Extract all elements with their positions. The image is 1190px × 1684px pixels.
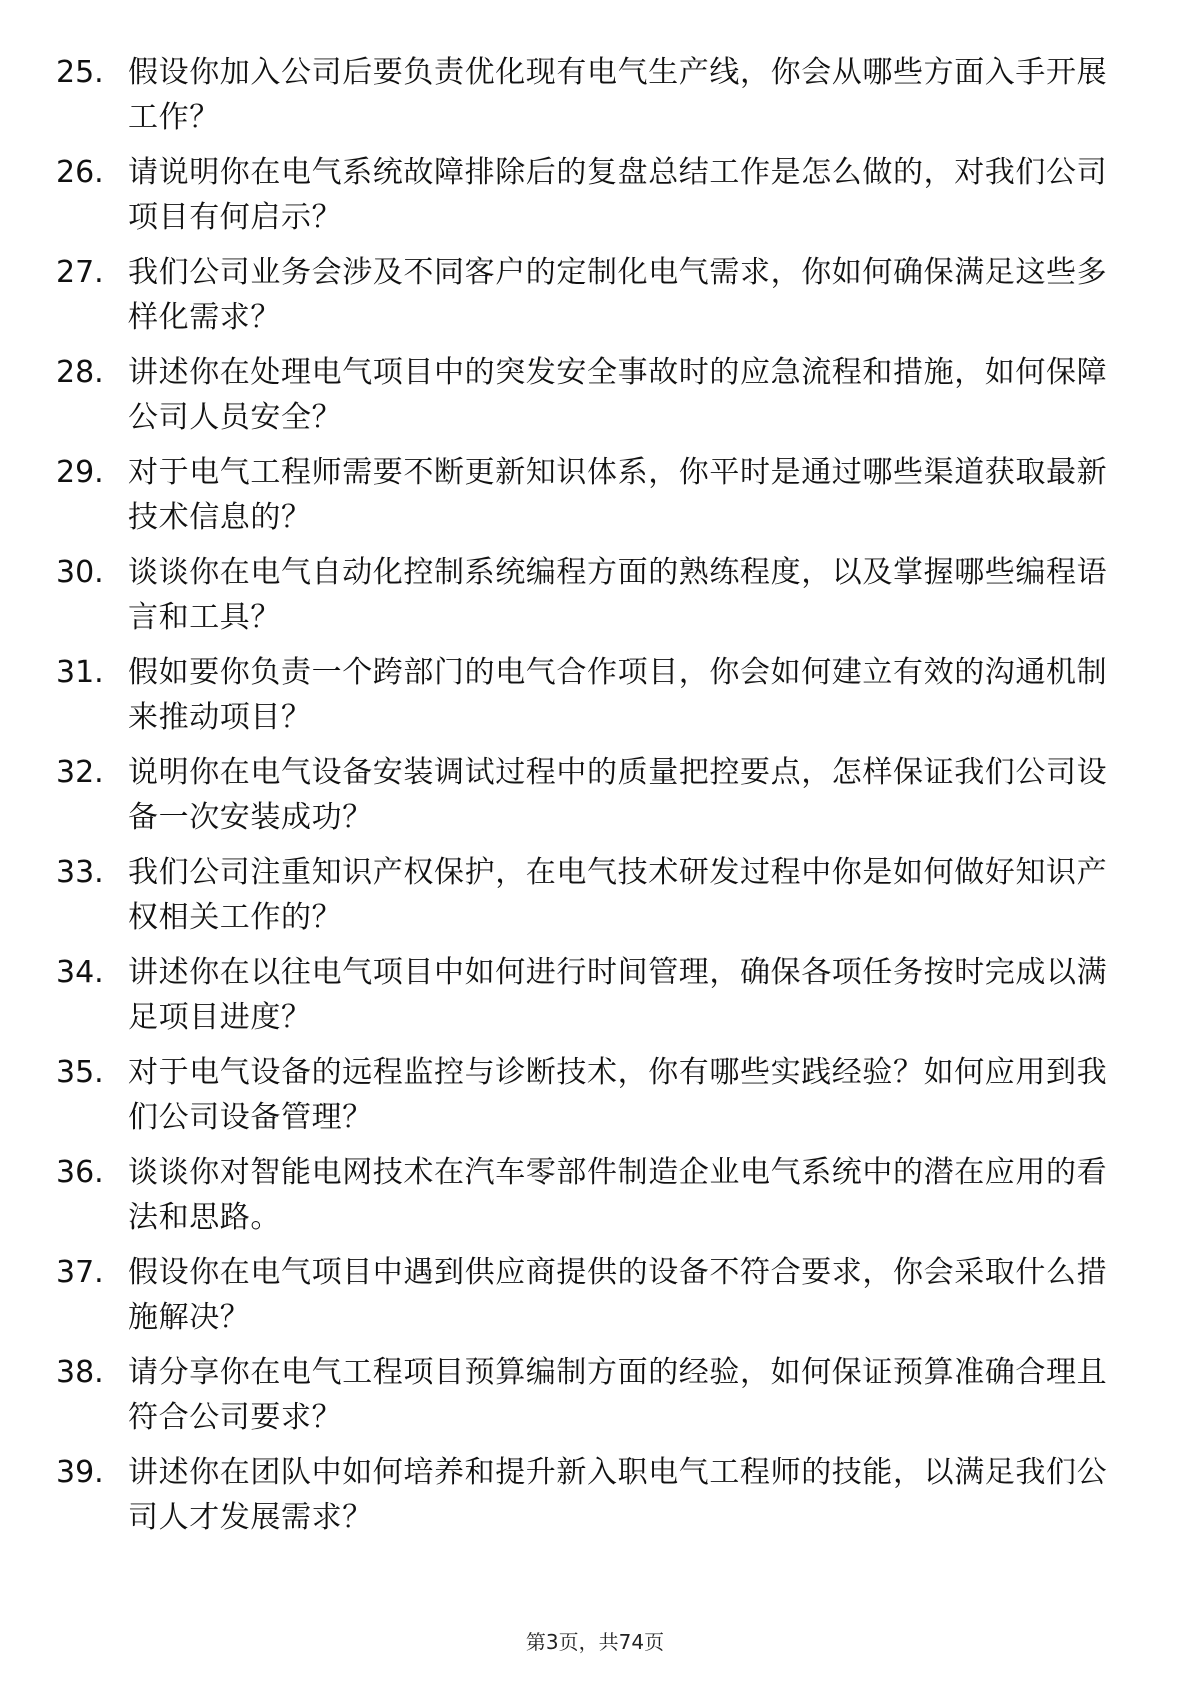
question-text: 对于电气设备的远程监控与诊断技术，你有哪些实践经验？如何应用到我们公司设备管理？ (128, 1055, 1108, 1135)
question-item-31 (56, 650, 1120, 750)
question-text: 对于电气工程师需要不断更新知识体系，你平时是通过哪些渠道获取最新技术信息的？ (128, 455, 1108, 535)
question-text: 谈谈你对智能电网技术在汽车零部件制造企业电气系统中的潜在应用的看法和思路。 (128, 1155, 1108, 1235)
question-number: 25. (56, 55, 104, 90)
question-item-25 (56, 50, 1120, 150)
question-number: 34. (56, 955, 104, 990)
question-item-37 (56, 1250, 1120, 1350)
question-number: 33. (56, 855, 104, 890)
question-item-33 (56, 850, 1120, 950)
question-item-30 (56, 550, 1120, 650)
question-item-27 (56, 250, 1120, 350)
question-item-34 (56, 950, 1120, 1050)
page-footer (0, 1628, 1190, 1656)
question-text: 说明你在电气设备安装调试过程中的质量把控要点，怎样保证我们公司设备一次安装成功？ (128, 755, 1108, 835)
question-item-38 (56, 1350, 1120, 1450)
question-item-32 (56, 750, 1120, 850)
question-item-26 (56, 150, 1120, 250)
question-number: 31. (56, 655, 104, 690)
question-number: 37. (56, 1255, 104, 1290)
question-item-39 (56, 1450, 1120, 1550)
question-number: 27. (56, 255, 104, 290)
question-number: 30. (56, 555, 104, 590)
question-text: 谈谈你在电气自动化控制系统编程方面的熟练程度，以及掌握哪些编程语言和工具？ (128, 555, 1108, 635)
question-text: 请分享你在电气工程项目预算编制方面的经验，如何保证预算准确合理且符合公司要求？ (128, 1355, 1108, 1435)
question-number: 35. (56, 1055, 104, 1090)
question-number: 36. (56, 1155, 104, 1190)
question-text: 请说明你在电气系统故障排除后的复盘总结工作是怎么做的，对我们公司项目有何启示？ (128, 155, 1108, 235)
question-text: 讲述你在处理电气项目中的突发安全事故时的应急流程和措施，如何保障公司人员安全？ (128, 355, 1108, 435)
question-text: 假设你加入公司后要负责优化现有电气生产线，你会从哪些方面入手开展工作？ (128, 55, 1108, 135)
page-number-label: 第3页，共74页 (525, 1630, 665, 1654)
question-item-29 (56, 450, 1120, 550)
question-text: 我们公司业务会涉及不同客户的定制化电气需求，你如何确保满足这些多样化需求？ (128, 255, 1108, 335)
question-item-28 (56, 350, 1120, 450)
question-text: 讲述你在团队中如何培养和提升新入职电气工程师的技能，以满足我们公司人才发展需求？ (128, 1455, 1108, 1535)
question-text: 假设你在电气项目中遇到供应商提供的设备不符合要求，你会采取什么措施解决？ (128, 1255, 1108, 1335)
question-number: 28. (56, 355, 104, 390)
question-item-36 (56, 1150, 1120, 1250)
question-list (56, 50, 1120, 1550)
question-number: 39. (56, 1455, 104, 1490)
question-text: 假如要你负责一个跨部门的电气合作项目，你会如何建立有效的沟通机制来推动项目？ (128, 655, 1108, 735)
question-text: 讲述你在以往电气项目中如何进行时间管理，确保各项任务按时完成以满足项目进度？ (128, 955, 1108, 1035)
question-text: 我们公司注重知识产权保护，在电气技术研发过程中你是如何做好知识产权相关工作的？ (128, 855, 1108, 935)
question-number: 32. (56, 755, 104, 790)
question-number: 26. (56, 155, 104, 190)
question-number: 38. (56, 1355, 104, 1390)
question-item-35 (56, 1050, 1120, 1150)
question-number: 29. (56, 455, 104, 490)
